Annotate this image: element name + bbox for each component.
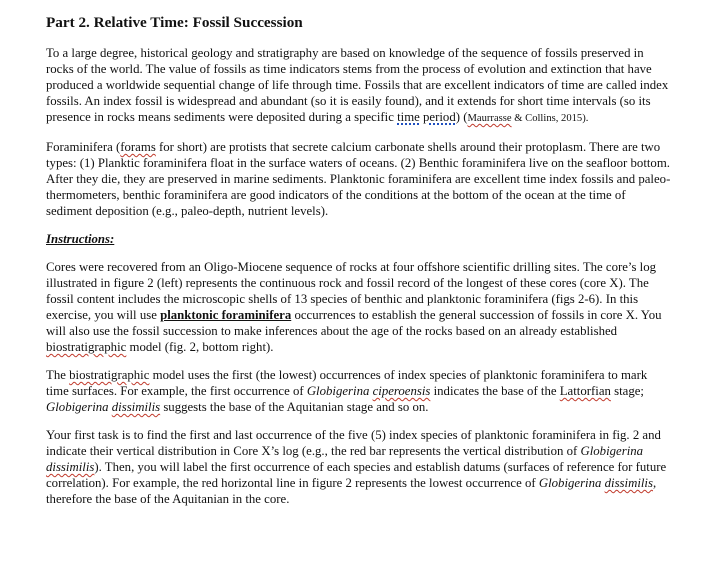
text-run: model uses the first (the lowest) occurrences of index species of planktonic foraminifera to mark time surfaces. For example, the first occurrence of: [46, 368, 648, 398]
spellcheck-underlined-word: Maurrasse: [467, 113, 512, 124]
paragraph-foraminifera: [46, 139, 673, 219]
spellcheck-underlined-word: Lattorfian: [559, 384, 611, 398]
text-run: Your first task is to find the first and last occurrence of the five (5) index species of planktonic foraminifera in fig. 2 and indicate their vertical distribution in Core X’s log (e.g., the red bar represents the vertical distribution of: [46, 428, 661, 458]
spellcheck-underlined-word: dissimilis: [604, 476, 653, 490]
paragraph-cores: [46, 259, 673, 355]
spellcheck-underlined-word: dissimilis: [111, 400, 161, 414]
text-run: Cores were recovered from an Oligo-Miocene sequence of rocks at four offshore scientific drilling sites. The core’s log illustrated in figure 2 (left) represents the continuous rock and fossil record of the longest of these cores (core X). The fossil content includes the microscopic shells of 13 species of benthic and planktonic foraminifera (figs 2-6). In this exercise, you will use: [46, 260, 657, 322]
text-run: occurrences to establish the general succession of fossils in core X. You will also use the fossil succession to make inferences about the age of the rocks based on an already established: [46, 308, 662, 338]
species-genus: Globigerina: [580, 444, 644, 458]
species-genus: Globigerina: [46, 400, 112, 414]
text-run: model (fig. 2, bottom right).: [126, 340, 274, 354]
paragraph-index-fossils: [46, 45, 673, 127]
instructions-heading: Instructions:: [46, 232, 115, 246]
text-run: indicates the base of the: [430, 384, 560, 398]
section-title: Part 2. Relative Time: Fossil Succession: [46, 14, 303, 31]
paragraph-first-task: [46, 427, 673, 507]
spellcheck-underlined-word: ciperoensis: [372, 384, 431, 398]
paragraph-biostratigraphic-model: [46, 367, 673, 415]
grammar-underlined-text: time period: [397, 110, 456, 124]
text-run: stage;: [610, 384, 644, 398]
text-run: suggests the base of the Aquitanian stage and so on.: [160, 400, 429, 414]
spellcheck-underlined-word: biostratigraphic: [46, 340, 127, 354]
spellcheck-underlined-word: dissimilis: [46, 460, 95, 474]
species-genus: Globigerina: [538, 476, 605, 490]
text-run: ). Then, you will label the first occurrence of each species and establish datums (surfaces of reference for future correlation). For example, the red horizontal line in figure 2 represents the lowest occurrence of: [46, 460, 667, 490]
citation-text: & Collins, 2015).: [511, 113, 589, 124]
text-run: Foraminifera (: [46, 140, 121, 154]
text-run: for short) are protists that secrete calcium carbonate shells around their protoplasm. There are two types: (1) Planktic foraminifera float in the surface waters of oceans. (2) Benthic foraminifera live on the seafloor bottom. After they die, they are preserved in marine sediments. Planktonic foraminifera are excellent time index fossils and paleo-thermometers, benthic foraminifera are good indicators of the conditions at the bottom of the ocean at the time of sediment deposition (e.g., paleo-depth, nutrient levels).: [46, 140, 671, 218]
species-genus: Globigerina: [306, 384, 373, 398]
text-run: To a large degree, historical geology and stratigraphy are based on knowledge of the sequence of fossils preserved in rocks of the world. The value of fossils as time indicators stems from the process of evolution and extinction that have produced a worldwide sequential change of life through time. Fossils that are excellent indicators of time are called index fossils. An index fossil is widespread and abundant (so it is easily found), and it extends for short time intervals (so its presence in rocks means sediments were deposited during a specific: [46, 46, 669, 124]
spellcheck-underlined-word: forams: [120, 140, 156, 154]
spellcheck-underlined-word: biostratigraphic: [69, 368, 150, 382]
emphasized-term: planktonic foraminifera: [160, 308, 292, 322]
text-run: ) (: [455, 110, 468, 124]
text-run: The: [46, 368, 70, 382]
text-run: , therefore the base of the Aquitanian in the core.: [46, 476, 657, 506]
